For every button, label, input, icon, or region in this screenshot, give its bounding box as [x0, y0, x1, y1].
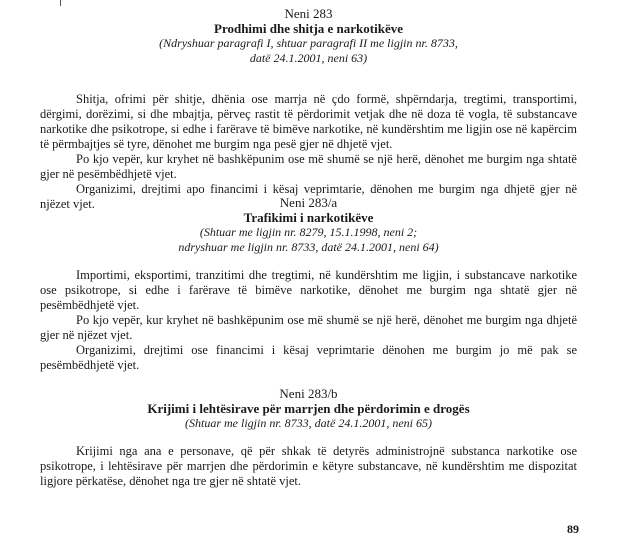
amendment-note: (Ndryshuar paragrafi I, shtuar paragrafi II me ligjin nr. 8733, [159, 36, 458, 50]
article-283-body [40, 92, 577, 212]
paragraph: Shitja, ofrimi për shitje, dhënia ose marrja në çdo formë, shpërndarja, tregtimi, transportimi, dërgimi, dorëzimi, si dhe mbajtja, përveç rastit të përdorimit vetjak dhe në doza të vogla, të substancave narkotike dhe psikotrope, si edhe i farërave të bimëve narkotike, në kundërshtim me ligjin ose në kapërcim të përmbajtjes së tyre, dënohet me burgim nga pesë gjer në dhjetë vjet. [40, 92, 577, 151]
paragraph: Importimi, eksportimi, tranzitimi dhe tregtimi, në kundërshtim me ligjin, i substancave narkotike ose psikotrope, si edhe i farërave të bimëve narkotike, dënohet me burgim nga shtatë gjer në pesëmbëdhjetë vjet. [40, 268, 577, 312]
article-283a-body [40, 268, 577, 373]
amendment-note: datë 24.1.2001, neni 63) [249, 51, 368, 65]
paragraph: Organizimi, drejtimi apo financimi i kësaj veprimtarie, dënohen me burgim nga dhjetë gjer në njëzet vjet. [40, 182, 577, 211]
paragraph: Organizimi, drejtimi ose financimi i kësaj veprimtarie dënohen me burgim jo më pak se pesëmbëdhjetë vjet. [40, 343, 577, 372]
article-283b-body [40, 444, 577, 489]
article-283b [40, 386, 577, 431]
article-heading: Neni 283 [284, 6, 333, 21]
amendment-note: (Shtuar me ligjin nr. 8733, datë 24.1.2001, neni 65) [185, 416, 432, 430]
article-title: Krijimi i lehtësirave për marrjen dhe përdorimin e drogës [147, 401, 470, 416]
paragraph: Po kjo vepër, kur kryhet në bashkëpunim ose më shumë se një herë, dënohet me burgim nga dhjetë gjer në njëzet vjet. [40, 313, 577, 342]
article-title: Prodhimi dhe shitja e narkotikëve [214, 21, 403, 36]
article-283 [40, 6, 577, 66]
amendment-note: (Shtuar me ligjin nr. 8279, 15.1.1998, neni 2; [199, 225, 418, 239]
article-heading: Neni 283/b [279, 386, 338, 401]
article-283a [40, 195, 577, 255]
page-number: 89 [567, 522, 579, 536]
article-title: Trafikimi i narkotikëve [243, 210, 374, 225]
article-heading: Neni 283/a [279, 195, 338, 210]
amendment-note: ndryshuar me ligjin nr. 8733, datë 24.1.2001, neni 64) [178, 240, 439, 254]
paragraph: Po kjo vepër, kur kryhet në bashkëpunim ose më shumë se një herë, dënohet me burgim nga shtatë gjer në pesëmbëdhjetë vjet. [40, 152, 577, 181]
paragraph: Krijimi nga ana e personave, që për shkak të detyrës administrojnë substanca narkotike ose psikotrope, i lehtësirave për marrjen dhe përdorimin e këtyre substancave, në kundërshtim me dispozitat ligjore përkatëse, dënohet nga tre gjer në shtatë vjet. [40, 444, 577, 488]
